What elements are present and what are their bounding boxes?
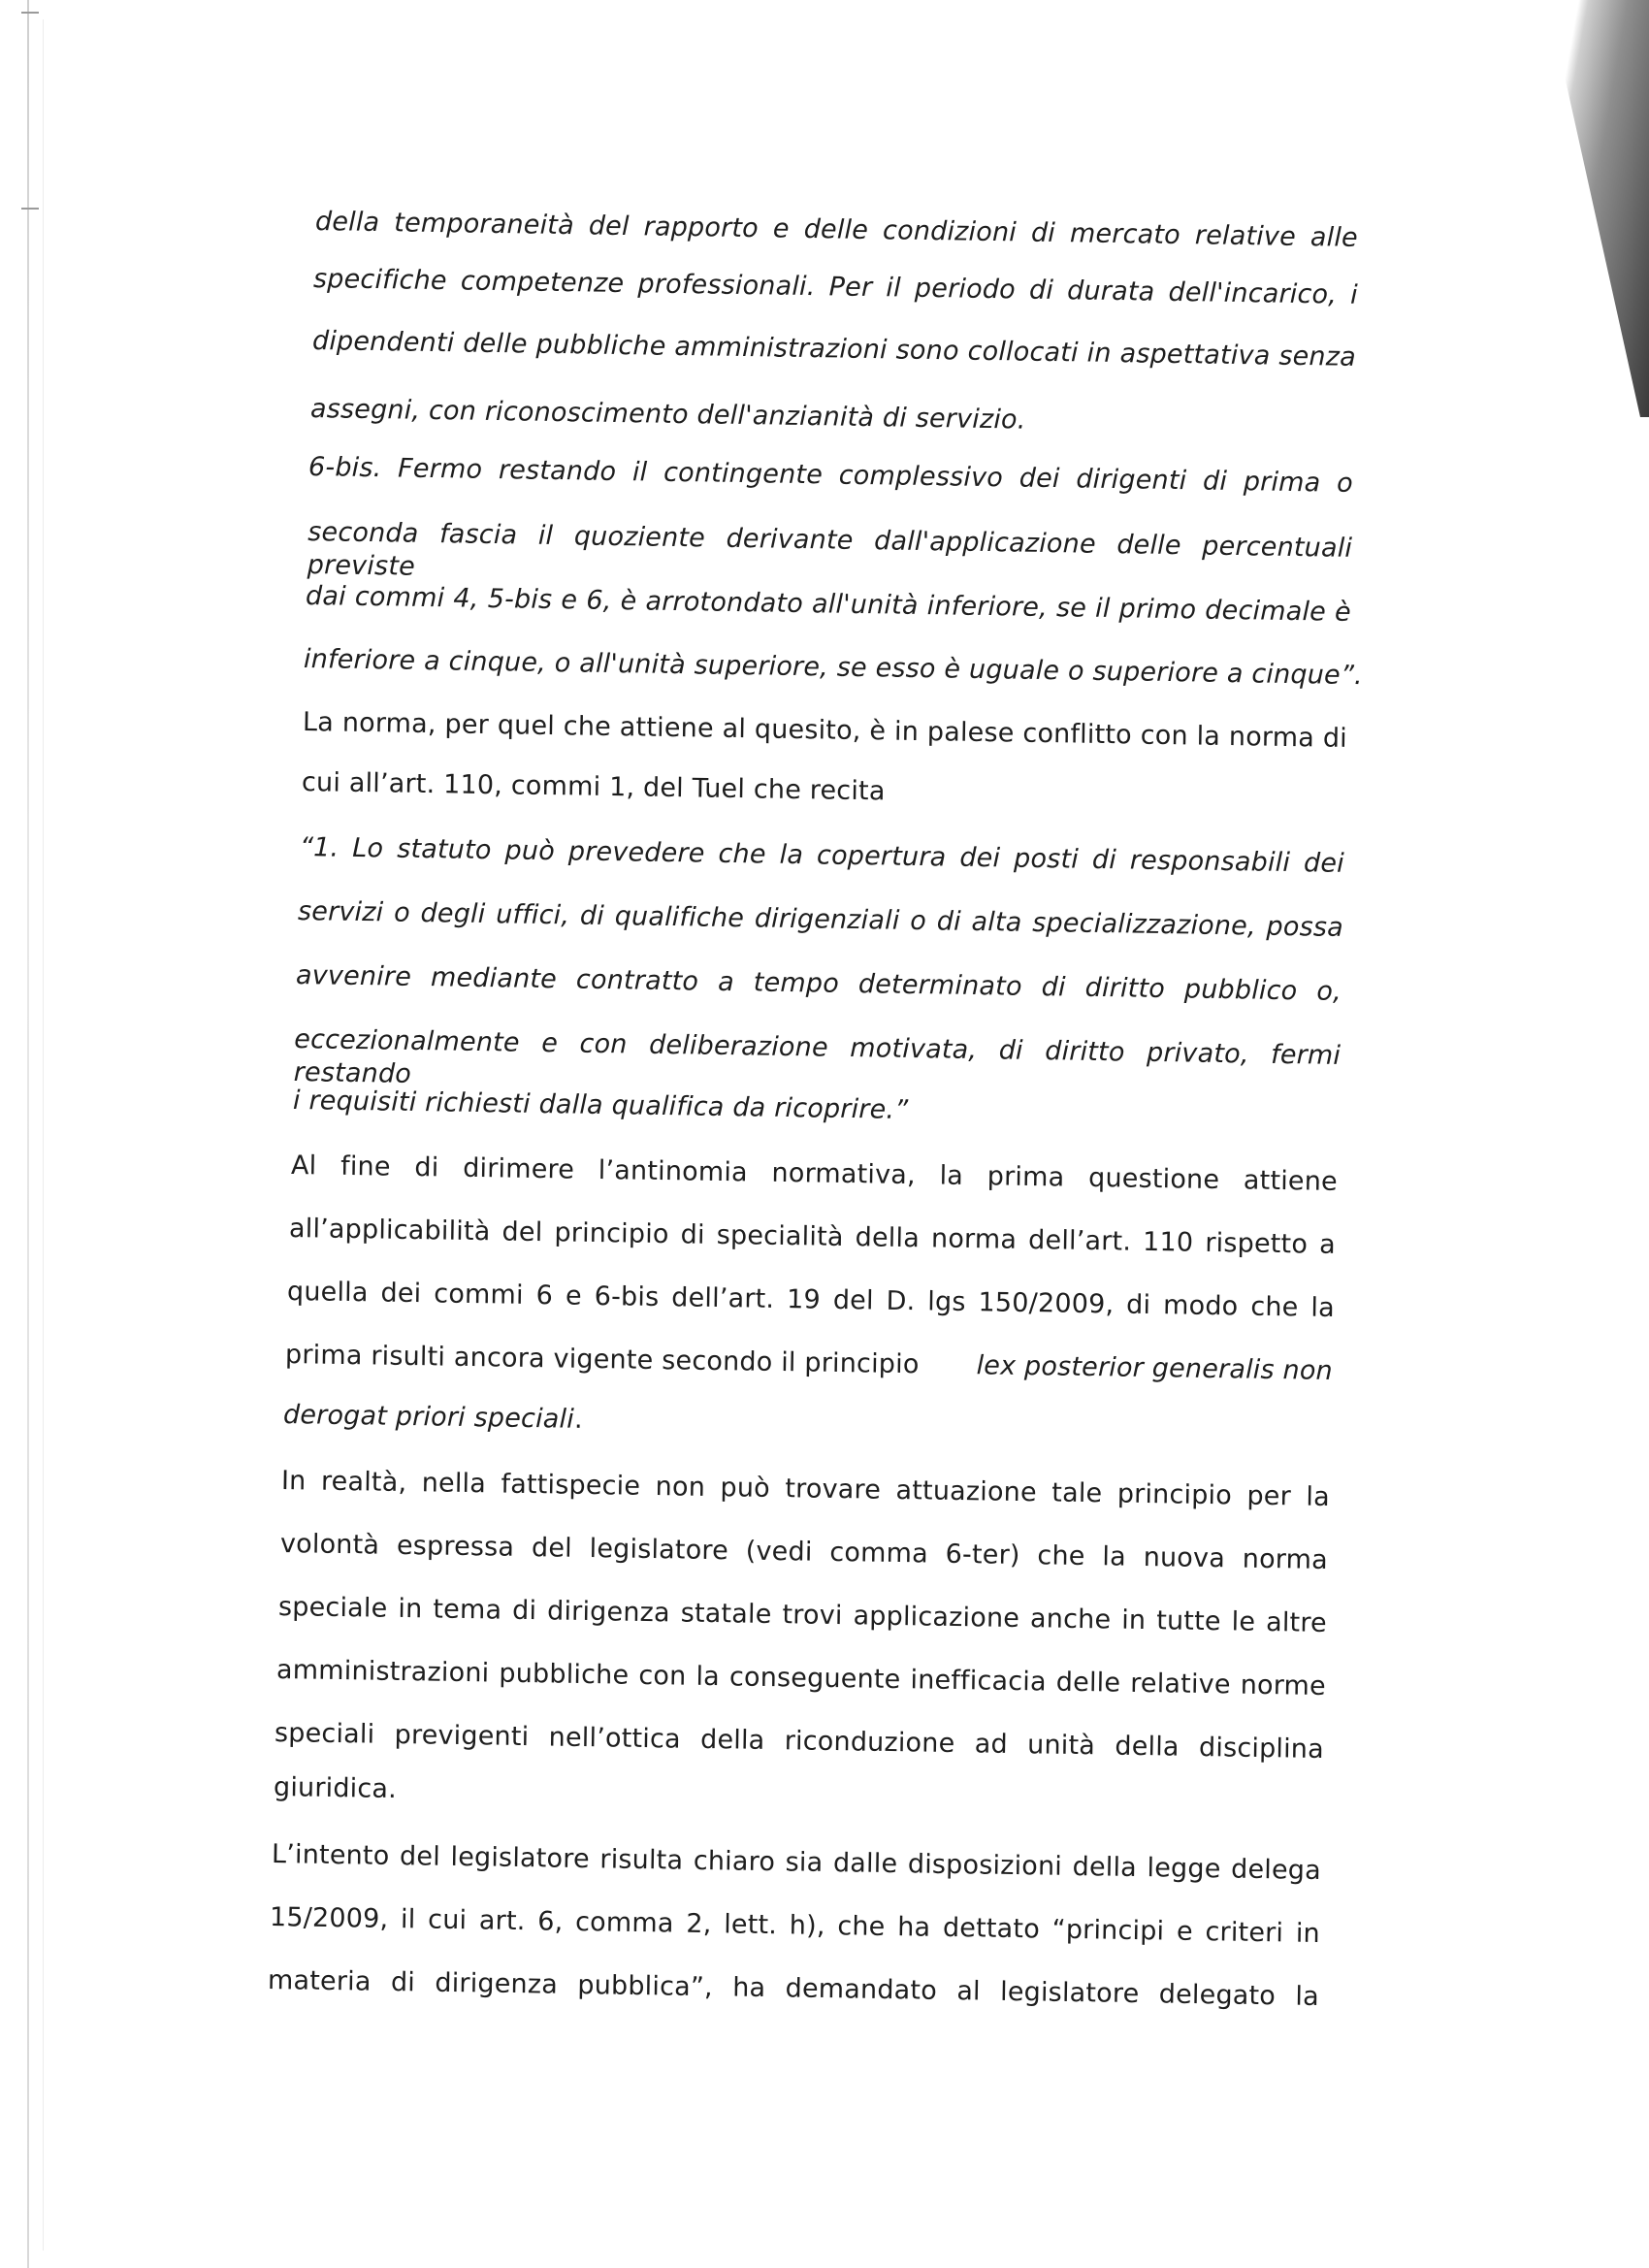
folded-corner-shadow — [1474, 0, 1649, 417]
text-line: speciale in tema di dirigenza statale trovi applicazione anche in tutte le altre — [277, 1592, 1328, 1638]
text-line: servizi o degli uffici, di qualifiche dirigenziali o di alta specializzazione, possa — [297, 896, 1344, 943]
text-line: eccezionalmente e con deliberazione motivata, di diritto privato, fermi restando — [293, 1024, 1342, 1089]
text-line: 6-bis. Fermo restando il contingente complessivo dei dirigenti di prima o — [307, 452, 1354, 499]
text-line: speciali previgenti nell’ottica della riconduzione ad unità della disciplina — [274, 1718, 1325, 1765]
text-span: . — [573, 1404, 583, 1435]
text-line: i requisiti richiesti dalla qualifica da ricoprire.” — [292, 1085, 909, 1125]
text-line: 15/2009, il cui art. 6, comma 2, lett. h), che ha dettato “principi e criteri in — [269, 1902, 1321, 1950]
text-line-mixed — [283, 1399, 583, 1437]
text-line: L’intento del legislatore risulta chiaro sia dalle disposizioni della legge delega — [271, 1839, 1322, 1886]
text-line: dipendenti delle pubbliche amministrazioni sono collocati in aspettativa senza — [311, 326, 1357, 373]
text-line: cui all’art. 110, commi 1, del Tuel che recita — [301, 767, 886, 807]
edge-mark — [21, 12, 39, 14]
text-line: specifiche competenze professionali. Per il periodo di durata dell'incarico, i — [312, 264, 1359, 310]
text-line: In realtà, nella fattispecie non può trovare attuazione tale principio per la — [280, 1466, 1331, 1512]
text-line: “1. Lo statuto può prevedere che la copertura dei posti di responsabili dei — [299, 832, 1345, 879]
text-line: all’applicabilità del principio di specialità della norma dell’art. 110 rispetto a — [288, 1214, 1337, 1260]
text-line: Al fine di dirimere l’antinomia normativa, la prima questione attiene — [290, 1150, 1339, 1197]
text-line: volontà espressa del legislatore (vedi comma 6-ter) che la nuova norma — [279, 1529, 1329, 1575]
page-edge-line-secondary — [43, 19, 44, 2251]
text-line: La norma, per quel che attiene al quesito, è in palese conflitto con la norma di — [302, 707, 1348, 754]
text-line: inferiore a cinque, o all'unità superiore, se esso è uguale o superiore a cinque”. — [303, 644, 1364, 692]
text-span-italic: derogat priori speciali — [282, 1400, 575, 1435]
text-line: della temporaneità del rapporto e delle condizioni di mercato relative alle — [314, 207, 1359, 253]
text-line: seconda fascia il quoziente derivante dall'applicazione delle percentuali previste — [307, 517, 1353, 582]
edge-mark — [21, 208, 39, 210]
text-line: assegni, con riconoscimento dell'anzianità di servizio. — [309, 394, 1026, 436]
text-line: giuridica. — [273, 1772, 398, 1804]
text-line: amministrazioni pubbliche con la conseguente inefficacia delle relative norme — [275, 1655, 1327, 1701]
text-line: dai commi 4, 5-bis e 6, è arrotondato all'unità inferiore, se il primo decimale è — [305, 581, 1352, 628]
text-span-italic: lex posterior generalis non — [976, 1350, 1334, 1386]
page-edge-line — [27, 0, 29, 2268]
text-line: materia di dirigenza pubblica”, ha demandato al legislatore delegato la — [267, 1965, 1320, 2013]
text-line: avvenire mediante contratto a tempo determinato di diritto pubblico o, — [295, 960, 1342, 1007]
text-line: quella dei commi 6 e 6-bis dell’art. 19 del D. lgs 150/2009, di modo che la — [286, 1277, 1336, 1323]
text-span: prima risulti ancora vigente secondo il principio — [284, 1340, 920, 1380]
text-line-mixed — [285, 1339, 1333, 1388]
